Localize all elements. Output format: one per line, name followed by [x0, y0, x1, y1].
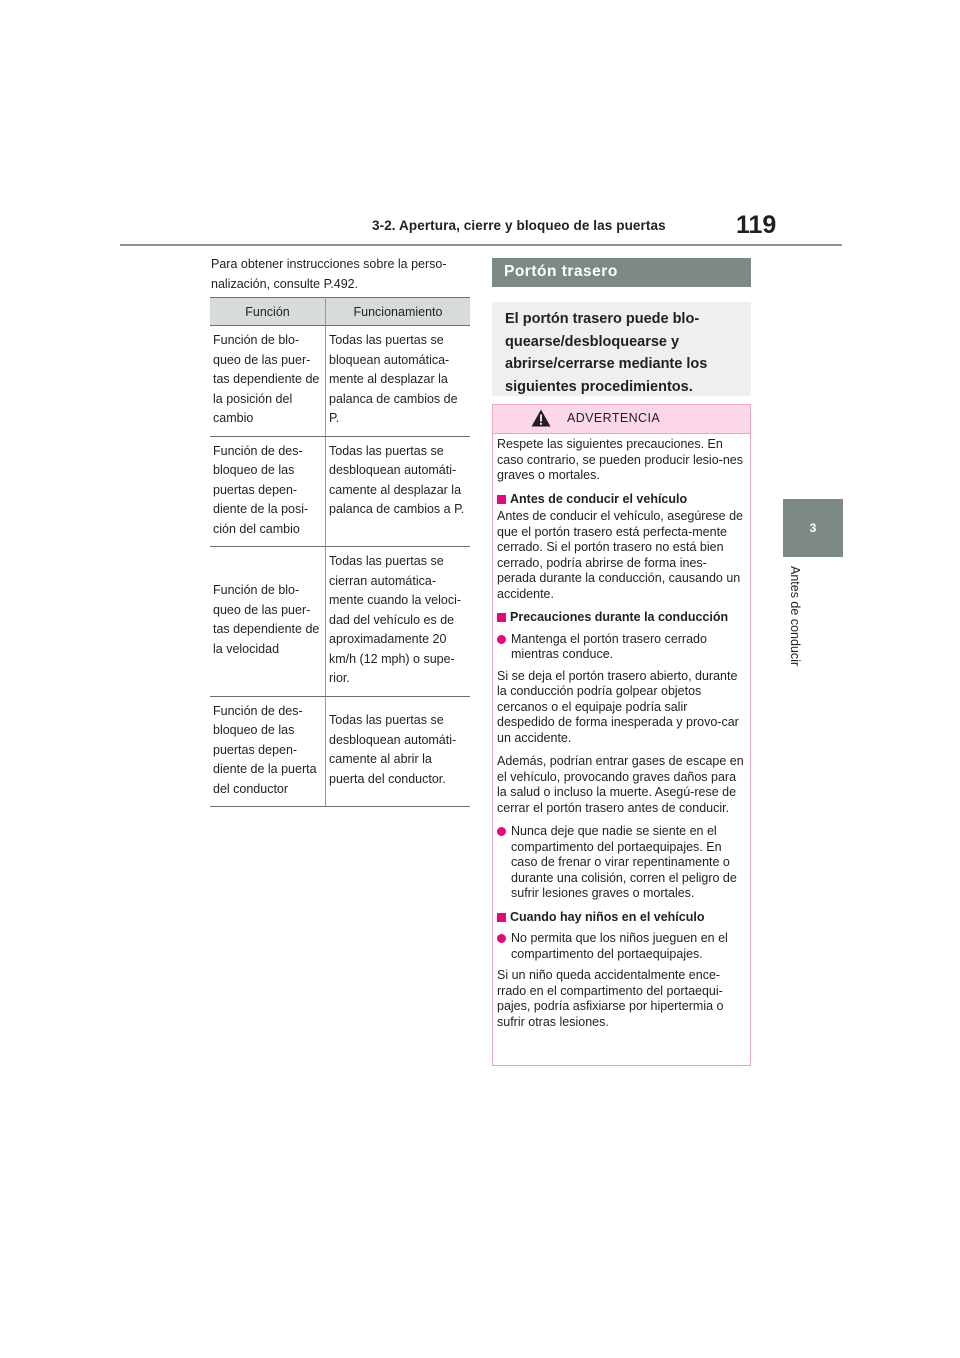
warning-bullet-text: No permita que los niños jueguen en el compartimento del portaequipajes. — [511, 931, 728, 961]
intro-text: Para obtener instrucciones sobre la perso-nalización, consulte P.492. — [211, 257, 447, 291]
table-row — [210, 326, 470, 437]
warning-paragraph: Además, podrían entrar gases de escape en el vehículo, provocando graves daños para la salud o incluso la muerte. Asegú-rese de cerrar el portón trasero antes de conducir. — [497, 754, 744, 815]
function-table — [210, 297, 470, 807]
warning-heading — [497, 492, 745, 508]
warning-bullet-text: Nunca deje que nadie se siente en el compartimento del portaequipajes. En caso de frenar o virar repentinamente o durante una colisión, corren el peligro de sufrir lesiones graves o mortales. — [511, 824, 737, 900]
section-title-bar — [492, 258, 751, 287]
chapter-number: 3 — [809, 521, 817, 535]
warning-box — [492, 404, 751, 1066]
table-row — [210, 547, 470, 697]
circle-bullet-icon — [497, 635, 506, 644]
warning-paragraph: Si se deja el portón trasero abierto, durante la conducción podría golpear objetos cercanos o el equipaje podría salir despedido de forma inesperada y provo-car un accidente. — [497, 668, 739, 745]
warning-heading-text: Precauciones durante la conducción — [510, 610, 729, 624]
table-row — [210, 436, 470, 547]
circle-bullet-icon — [497, 934, 506, 943]
warning-paragraph: Si un niño queda accidentalmente ence-rrado en el compartimento del portaequi-pajes, podría asfixiarse por hipertermia o sufrir otras lesiones. — [497, 968, 724, 1029]
warning-bullet-text: Mantenga el portón trasero cerrado mientras conduce. — [511, 631, 707, 661]
warning-heading — [497, 610, 745, 626]
section-summary: El portón trasero puede blo-quearse/desbloquearse y abrirse/cerrarse mediante los siguientes procedimientos. — [492, 302, 751, 396]
warning-paragraph: Antes de conducir el vehículo, asegúrese de que el portón trasero está perfecta-mente cerrado. Si el portón trasero no está bien cerrado, podría abrirse de forma ines-perada durante la conducción, causando un accidente. — [497, 509, 743, 601]
warning-heading-text: Cuando hay niños en el vehículo — [510, 909, 705, 924]
table-cell-funcionamiento: Todas las puertas se desbloquean automáti-camente al desplazar la palanca de cambios a P. — [326, 436, 471, 547]
table-cell-funcionamiento: Todas las puertas se bloquean automática-mente al desplazar la palanca de cambios de P. — [326, 326, 471, 437]
table-header-funcion: Función — [210, 298, 326, 326]
table-row — [210, 696, 470, 807]
table-header-funcionamiento: Funcionamiento — [326, 298, 471, 326]
table-cell-funcionamiento: Todas las puertas se desbloquean automáti-camente al abrir la puerta del conductor. — [326, 696, 471, 807]
circle-bullet-icon — [497, 827, 506, 836]
warning-heading-text: Antes de conducir el vehículo — [510, 491, 688, 506]
warning-heading — [497, 910, 745, 926]
chapter-side-label-text: Antes de conducir — [788, 566, 802, 667]
square-marker-icon — [497, 495, 506, 504]
warning-bullet — [497, 931, 745, 962]
table-cell-funcion: Función de blo-queo de las puer-tas dependiente de la posición del cambio — [210, 326, 326, 437]
chapter-side-label — [788, 566, 808, 686]
table-cell-funcionamiento: Todas las puertas se cierran automática-mente cuando la veloci-dad del vehículo es de aproximadamente 20 km/h (12 mph) o supe-rior. — [326, 547, 471, 697]
header-divider — [120, 244, 842, 246]
section-title: Portón trasero — [504, 263, 618, 280]
warning-bullet — [497, 824, 745, 902]
table-cell-funcion: Función de des-bloqueo de las puertas depen-diente de la posi-ción del cambio — [210, 436, 326, 547]
warning-bullet — [497, 632, 745, 663]
square-marker-icon — [497, 613, 506, 622]
table-cell-funcion: Función de blo-queo de las puer-tas dependiente de la velocidad — [210, 547, 326, 697]
warning-header — [493, 405, 750, 434]
warning-title: ADVERTENCIA — [567, 411, 661, 425]
table-header-row — [210, 298, 470, 326]
chapter-section-title: 3-2. Apertura, cierre y bloqueo de las puertas — [372, 218, 666, 233]
table-cell-funcion: Función de des-bloqueo de las puertas depen-diente de la puerta del conductor — [210, 696, 326, 807]
page-number: 119 — [736, 211, 777, 239]
warning-body — [497, 437, 745, 1038]
square-marker-icon — [497, 913, 506, 922]
warning-triangle-icon — [531, 409, 551, 427]
warning-intro: Respete las siguientes precauciones. En caso contrario, se pueden producir lesio-nes graves o mortales. — [497, 437, 743, 482]
chapter-tab — [783, 499, 843, 557]
